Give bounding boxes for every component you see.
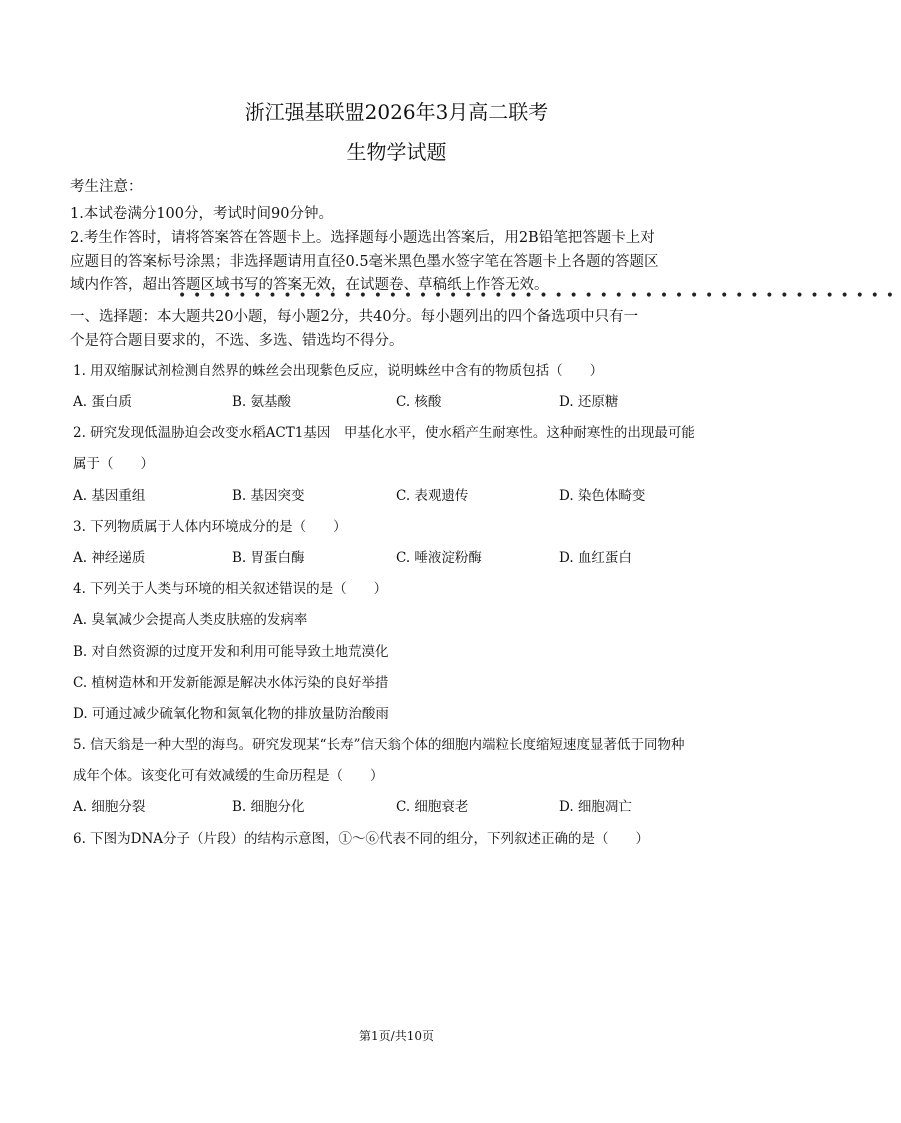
question-2-option-a: A. 基因重组 [73, 488, 146, 504]
question-2-option-c: C. 表观遗传 [396, 488, 469, 504]
question-1-stem: 1. 用双缩脲试剂检测自然界的蛛丝会出现紫色反应，说明蛛丝中含有的物质包括（ ） [73, 363, 604, 379]
question-1-option-c: C. 核酸 [396, 394, 442, 410]
question-4-option-b: B. 对自然资源的过度开发和利用可能导致土地荒漠化 [73, 644, 389, 660]
question-5-option-b: B. 细胞分化 [232, 799, 305, 815]
question-4-stem: 4. 下列关于人类与环境的相关叙述错误的是（ ） [73, 581, 388, 597]
question-3-option-b: B. 胃蛋白酶 [232, 550, 305, 566]
notice-heading: 考生注意： [70, 179, 143, 195]
question-3-option-c: C. 唾液淀粉酶 [396, 550, 482, 566]
question-4-option-d: D. 可通过减少硫氧化物和氮氧化物的排放量防治酸雨 [73, 706, 389, 722]
exam-subtitle: 生物学试题 [346, 140, 447, 164]
section-1-line-1: 一、选择题：本大题共20小题，每小题2分，共40分。每小题列出的四个备选项中只有一 [70, 309, 639, 325]
exam-title: 浙江强基联盟2026年3月高二联考 [244, 100, 549, 124]
page-footer: 第1页/共10页 [359, 1029, 434, 1043]
question-3-option-d: D. 血红蛋白 [559, 550, 632, 566]
question-1-option-b: B. 氨基酸 [232, 394, 292, 410]
section-1-line-2: 个是符合题目要求的，不选、多选、错选均不得分。 [70, 333, 404, 349]
question-6-stem: 6. 下图为DNA分子（片段）的结构示意图，①～⑥代表不同的组分，下列叙述正确的是（ ） [73, 831, 650, 847]
question-5-option-d: D. 细胞凋亡 [559, 799, 632, 815]
question-3-option-a: A. 神经递质 [73, 550, 146, 566]
notice-item-2-line-2: 应题目的答案标号涂黑；非选择题请用直径0.5毫米黑色墨水签字笔在答题卡上各题的答题区 [70, 254, 659, 270]
question-1-option-a: A. 蛋白质 [73, 394, 132, 410]
question-5-option-c: C. 细胞衰老 [396, 799, 469, 815]
question-3-stem: 3. 下列物质属于人体内环境成分的是（ ） [73, 519, 347, 535]
question-4-option-c: C. 植树造林和开发新能源是解决水体污染的良好举措 [73, 675, 389, 691]
question-5-stem-line-1: 5. 信天翁是一种大型的海鸟。研究发现某“长寿”信天翁个体的细胞内端粒长度缩短速度显著低于同物种 [73, 737, 685, 753]
question-2-stem-line-1: 2. 研究发现低温胁迫会改变水稻ACT1基因 甲基化水平，使水稻产生耐寒性。这种耐寒性的出现最可能 [73, 425, 695, 441]
question-2-option-b: B. 基因突变 [232, 488, 305, 504]
question-5-option-a: A. 细胞分裂 [73, 799, 146, 815]
question-5-stem-line-2: 成年个体。该变化可有效减缓的生命历程是（ ） [73, 768, 384, 784]
notice-item-1: 1.本试卷满分100分，考试时间90分钟。 [70, 206, 333, 222]
question-4-option-a: A. 臭氧减少会提高人类皮肤癌的发病率 [73, 612, 308, 628]
notice-item-2-line-1: 2.考生作答时，请将答案答在答题卡上。选择题每小题选出答案后，用2B铅笔把答题卡上对 [70, 230, 655, 246]
question-1-option-d: D. 还原糖 [559, 394, 619, 410]
notice-item-2-line-3: 域内作答，超出答题区域书写的答案无效，在试题卷、草稿纸上作答无效。 [70, 277, 549, 293]
question-2-option-d: D. 染色体畸变 [559, 488, 646, 504]
emphasis-dots: •••••••••••••••••••••••••••••••••••••••••••••••• [178, 288, 901, 304]
question-2-stem-line-2: 属于（ ） [73, 456, 154, 472]
